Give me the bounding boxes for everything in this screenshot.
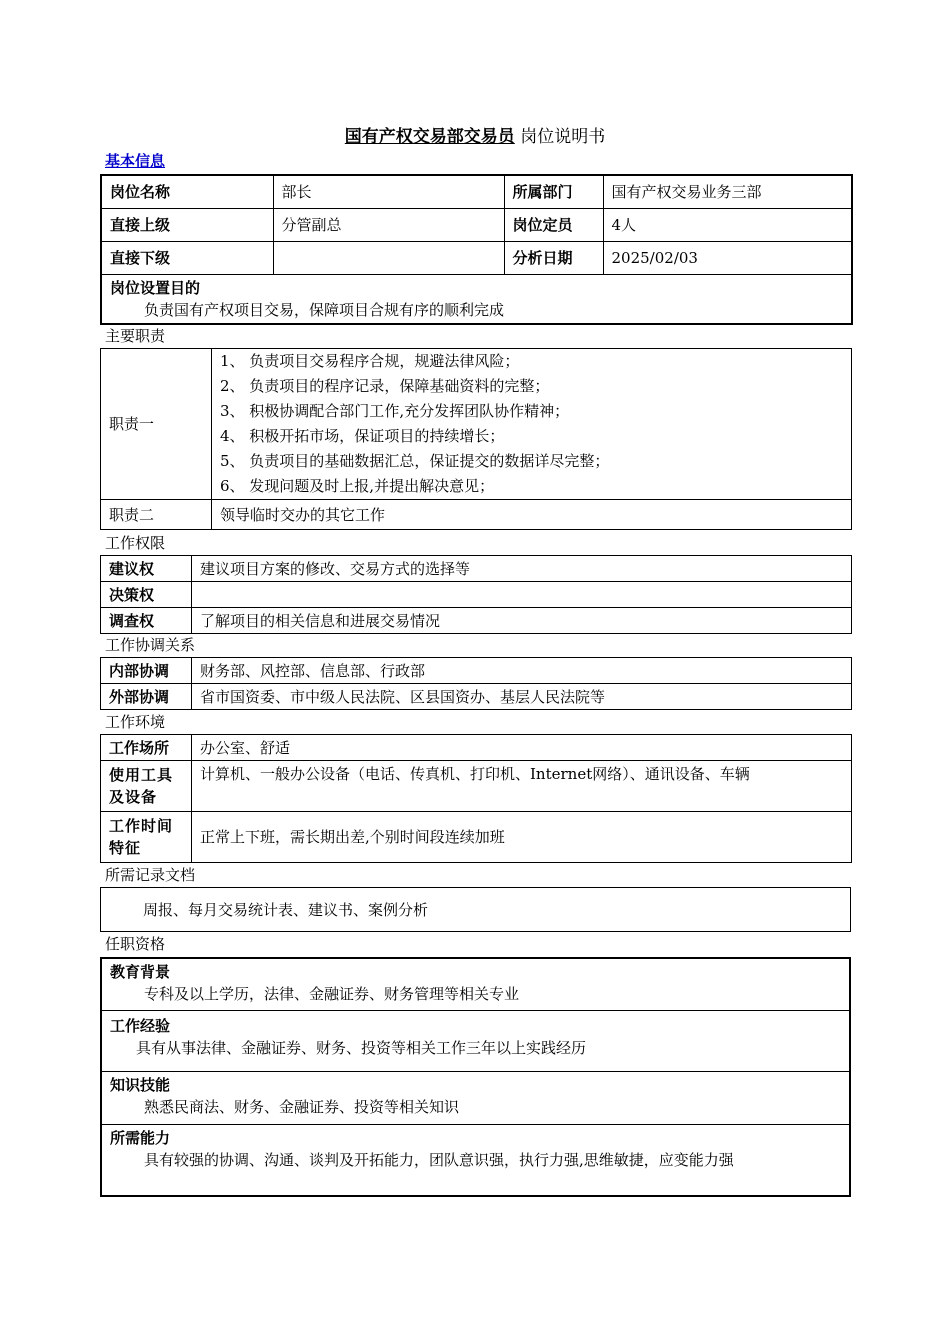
education-cell bbox=[101, 958, 850, 1010]
purpose-label: 岗位设置目的 bbox=[110, 278, 201, 297]
external-coordination-label: 外部协调 bbox=[101, 684, 192, 710]
knowledge-value: 熟悉民商法、财务、金融证券、投资等相关知识 bbox=[144, 1097, 460, 1116]
records-section-label: 所需记录文档 bbox=[105, 866, 196, 884]
basic-info-link[interactable]: 基本信息 bbox=[105, 152, 166, 170]
analysis-date-value: 2025/02/03 bbox=[603, 241, 852, 274]
knowledge-label: 知识技能 bbox=[110, 1075, 171, 1094]
education-label: 教育背景 bbox=[110, 963, 171, 981]
duty1-item: 6、 发现问题及时上报,并提出解决意见； bbox=[220, 477, 495, 495]
qualifications-section-label: 任职资格 bbox=[105, 935, 166, 953]
authority-value bbox=[192, 582, 852, 608]
duty2-label: 职责二 bbox=[101, 500, 212, 530]
tools-label: 使用工具 及设备 bbox=[101, 761, 192, 812]
work-time-label: 工作时间 特征 bbox=[101, 812, 192, 863]
authority-value: 建议项目方案的修改、交易方式的选择等 bbox=[192, 556, 852, 582]
headcount-value: 4人 bbox=[603, 208, 852, 241]
document-title-rest: 岗位说明书 bbox=[520, 127, 606, 147]
department-value: 国有产权交易业务三部 bbox=[603, 175, 852, 208]
authority-label: 建议权 bbox=[101, 556, 192, 582]
external-coordination-value: 省市国资委、市中级人民法院、区县国资办、基层人民法院等 bbox=[192, 684, 852, 710]
coordination-table bbox=[100, 657, 852, 710]
records-table bbox=[100, 887, 851, 932]
document-title bbox=[0, 126, 950, 148]
experience-label: 工作经验 bbox=[110, 1016, 171, 1035]
experience-cell bbox=[101, 1010, 850, 1071]
position-name-value: 部长 bbox=[273, 175, 504, 208]
duties-section-label: 主要职责 bbox=[105, 327, 166, 345]
duty1-item: 5、 负责项目的基础数据汇总，保证提交的数据详尽完整； bbox=[220, 452, 610, 470]
duty1-item: 1、 负责项目交易程序合规，规避法律风险； bbox=[220, 352, 520, 370]
authority-label: 调查权 bbox=[101, 608, 192, 634]
superior-value: 分管副总 bbox=[273, 208, 504, 241]
records-value: 周报、每月交易统计表、建议书、案例分析 bbox=[101, 888, 851, 932]
qualifications-table bbox=[100, 957, 851, 1197]
purpose-cell bbox=[101, 274, 852, 324]
superior-label: 直接上级 bbox=[101, 208, 273, 241]
work-time-value: 正常上下班，需长期出差,个别时间段连续加班 bbox=[192, 812, 852, 863]
duty1-label: 职责一 bbox=[101, 349, 212, 500]
duty2-value: 领导临时交办的其它工作 bbox=[212, 500, 852, 530]
basic-info-table bbox=[100, 174, 853, 325]
subordinate-label: 直接下级 bbox=[101, 241, 273, 274]
environment-table bbox=[100, 734, 852, 863]
internal-coordination-label: 内部协调 bbox=[101, 658, 192, 684]
analysis-date-label: 分析日期 bbox=[504, 241, 603, 274]
authority-value: 了解项目的相关信息和进展交易情况 bbox=[192, 608, 852, 634]
ability-cell bbox=[101, 1124, 850, 1196]
duties-table bbox=[100, 348, 852, 530]
authority-label: 决策权 bbox=[101, 582, 192, 608]
headcount-label: 岗位定员 bbox=[504, 208, 603, 241]
tools-value: 计算机、一般办公设备（电话、传真机、打印机、Internet网络）、通讯设备、车辆 bbox=[192, 761, 852, 812]
document-title-bold: 国有产权交易部交易员 bbox=[344, 127, 515, 147]
department-label: 所属部门 bbox=[504, 175, 603, 208]
duty1-item: 3、 积极协调配合部门工作,充分发挥团队协作精神； bbox=[220, 402, 570, 420]
ability-value: 具有较强的协调、沟通、谈判及开拓能力，团队意识强，执行力强,思维敏捷，应变能力强 bbox=[144, 1150, 734, 1169]
subordinate-value bbox=[273, 241, 504, 274]
education-value: 专科及以上学历，法律、金融证券、财务管理等相关专业 bbox=[144, 985, 520, 1003]
workplace-label: 工作场所 bbox=[101, 735, 192, 761]
duty1-list bbox=[212, 349, 852, 500]
authority-table bbox=[100, 555, 852, 634]
knowledge-cell bbox=[101, 1071, 850, 1124]
authority-section-label: 工作权限 bbox=[105, 534, 166, 552]
duty1-item: 2、 负责项目的程序记录，保障基础资料的完整； bbox=[220, 377, 550, 395]
workplace-value: 办公室、舒适 bbox=[192, 735, 852, 761]
coordination-section-label: 工作协调关系 bbox=[105, 636, 196, 654]
duty1-item: 4、 积极开拓市场，保证项目的持续增长； bbox=[220, 427, 505, 445]
position-name-label: 岗位名称 bbox=[101, 175, 273, 208]
experience-value: 具有从事法律、金融证券、财务、投资等相关工作三年以上实践经历 bbox=[136, 1038, 587, 1057]
environment-section-label: 工作环境 bbox=[105, 713, 166, 731]
purpose-text: 负责国有产权项目交易，保障项目合规有序的顺利完成 bbox=[144, 300, 505, 319]
ability-label: 所需能力 bbox=[110, 1128, 171, 1147]
internal-coordination-value: 财务部、风控部、信息部、行政部 bbox=[192, 658, 852, 684]
